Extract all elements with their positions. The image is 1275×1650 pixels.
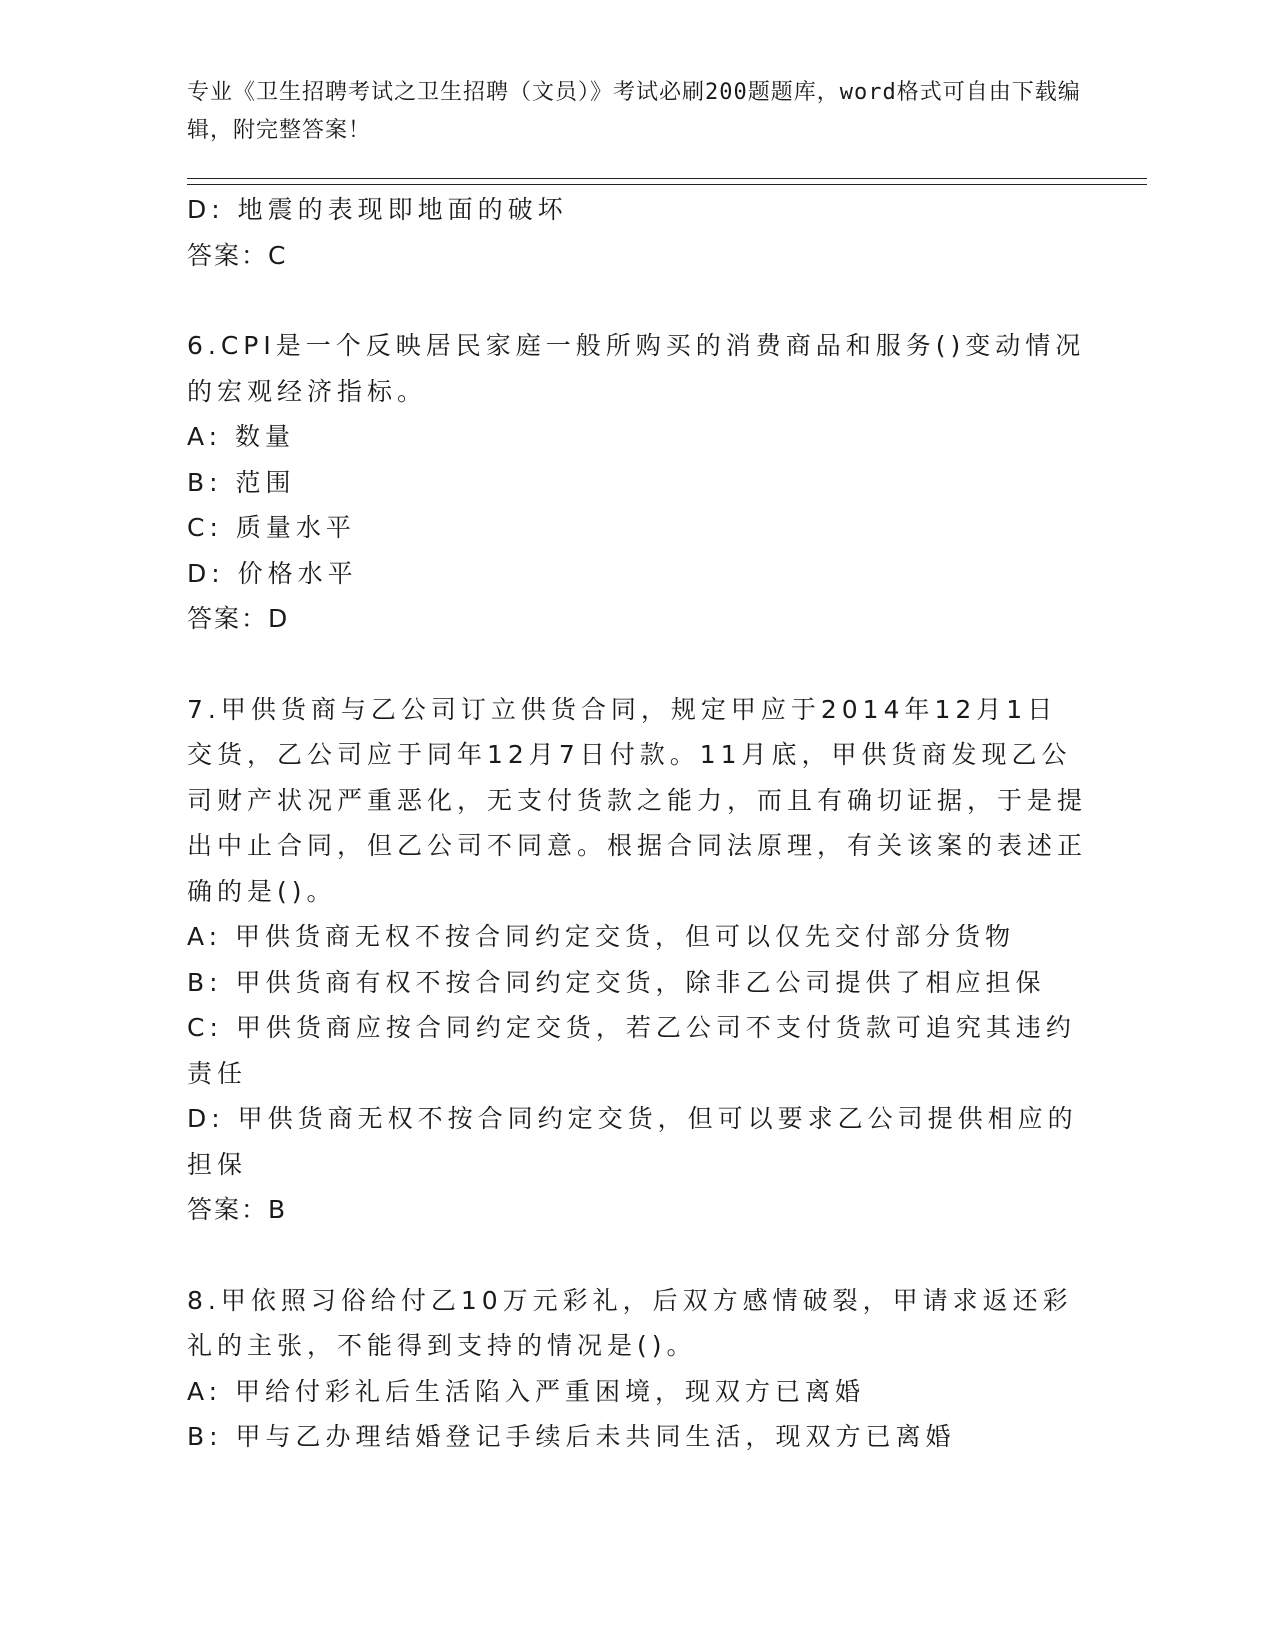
option-c: C: 甲供货商应按合同约定交货，若乙公司不支付货款可追究其违约责任 — [187, 1013, 1076, 1088]
document-body — [187, 187, 1087, 1460]
option-d: D: 价格水平 — [187, 558, 358, 588]
header-rule-bottom — [187, 184, 1147, 185]
question-stem: 6.CPI是一个反映居民家庭一般所购买的消费商品和服务()变动情况的宏观经济指标。 — [187, 331, 1086, 406]
option-a: A: 甲给付彩礼后生活陷入严重困境，现双方已离婚 — [187, 1376, 866, 1406]
answer: 答案：B — [187, 1195, 288, 1224]
option-b: B: 甲与乙办理结婚登记手续后未共同生活，现双方已离婚 — [187, 1422, 956, 1451]
spacer — [187, 642, 1087, 687]
question-8 — [187, 1278, 1087, 1460]
option-c: C: 质量水平 — [187, 513, 356, 542]
option-a: A: 数量 — [187, 422, 296, 451]
option-a: A: 甲供货商无权不按合同约定交货，但可以仅先交付部分货物 — [187, 922, 1016, 951]
spacer — [187, 278, 1087, 323]
question-stem: 7.甲供货商与乙公司订立供货合同，规定甲应于2014年12月1日交货，乙公司应于同年12月7日付款。11月底，甲供货商发现乙公司财产状况严重恶化，无支付货款之能力，而且有确切证据，于是提出中止合同，但乙公司不同意。根据合同法原理，有关该案的表述正确的是()。 — [187, 694, 1088, 906]
question-7 — [187, 687, 1087, 1233]
page-header: 专业《卫生招聘考试之卫生招聘（文员）》考试必刷200题题库，word格式可自由下载编辑，附完整答案！ — [187, 80, 1081, 143]
question-stem: 8.甲依照习俗给付乙10万元彩礼，后双方感情破裂，甲请求返还彩礼的主张，不能得到支持的情况是()。 — [187, 1285, 1073, 1360]
option-b: B: 范围 — [187, 467, 296, 497]
option-d: D: 甲供货商无权不按合同约定交货，但可以要求乙公司提供相应的担保 — [187, 1104, 1078, 1179]
option-b: B: 甲供货商有权不按合同约定交货，除非乙公司提供了相应担保 — [187, 967, 1046, 997]
previous-question-tail — [187, 187, 1087, 278]
answer: 答案：C — [187, 240, 288, 270]
question-6 — [187, 323, 1087, 642]
answer: 答案：D — [187, 604, 290, 633]
spacer — [187, 1233, 1087, 1278]
header-rule-top — [187, 178, 1147, 179]
option-d: D: 地震的表现即地面的破坏 — [187, 195, 568, 224]
